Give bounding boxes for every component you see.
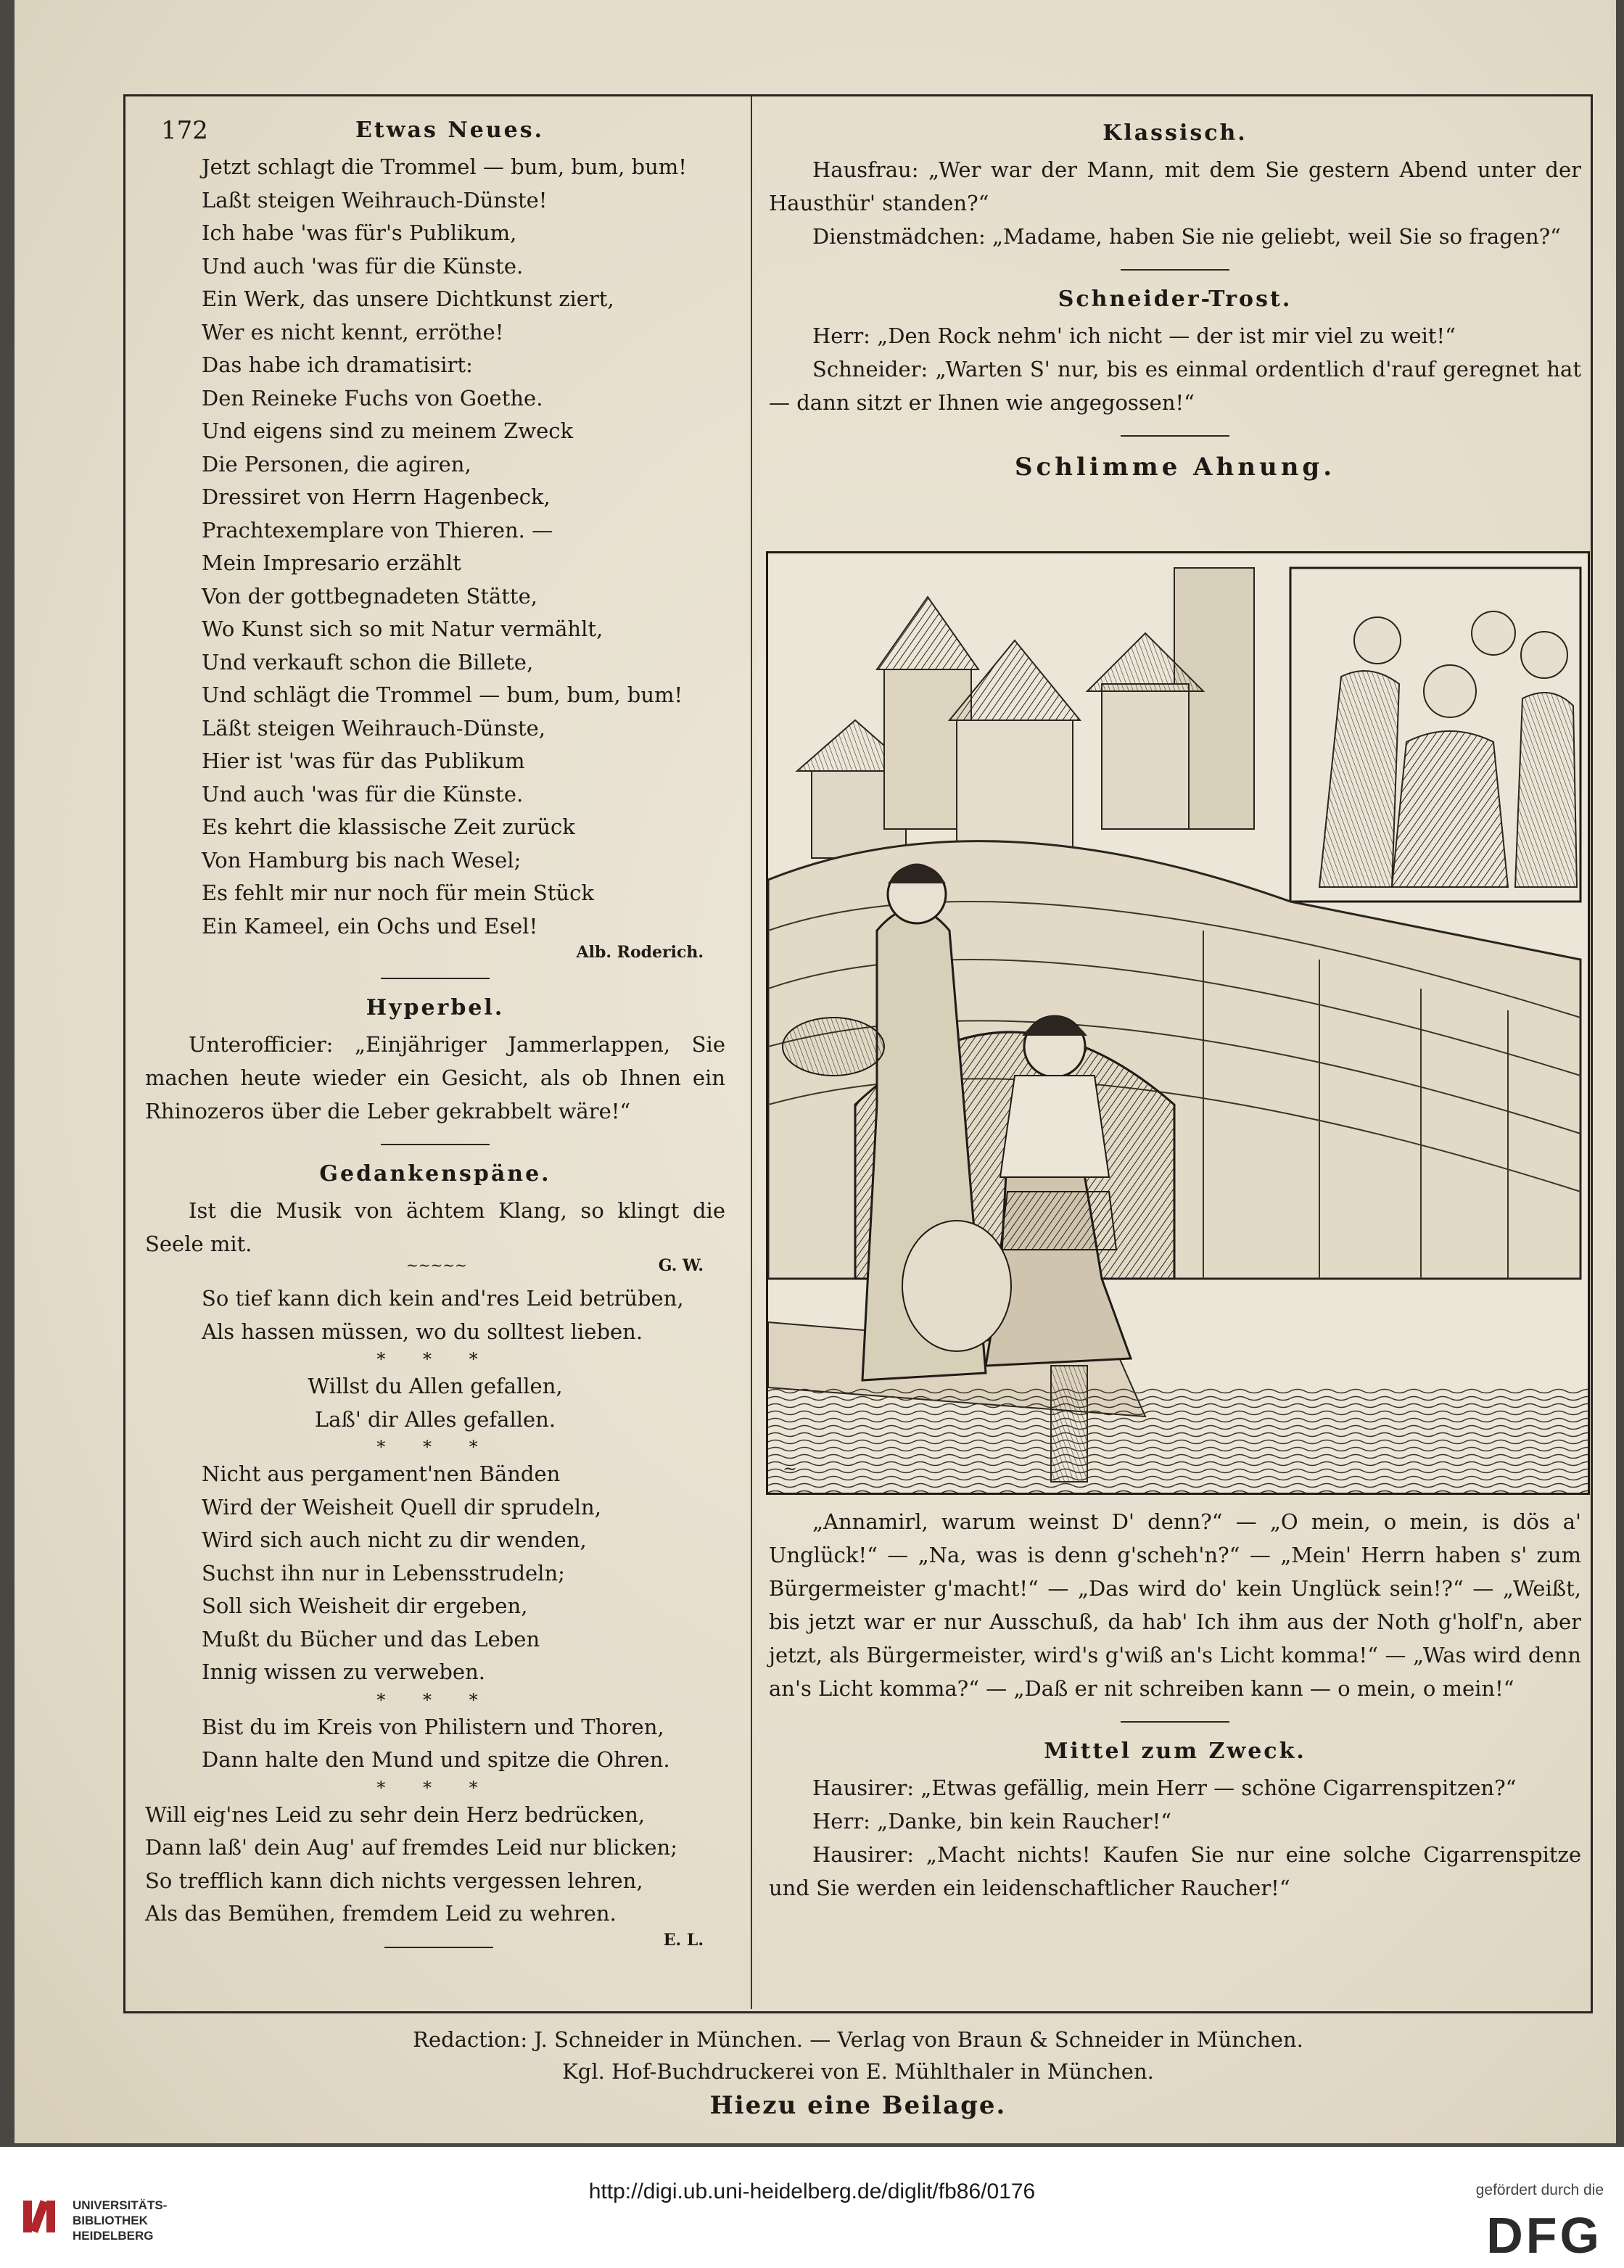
section-rule bbox=[1121, 435, 1229, 437]
dialog-hausfrau: Hausfrau: „Wer war der Mann, mit dem Sie gestern Abend unter der Hausthür' standen?“ bbox=[769, 157, 1581, 215]
poem-line: Und auch 'was für die Künste. bbox=[202, 253, 524, 279]
page-number: 172 bbox=[161, 116, 208, 145]
poem-line: Es fehlt mir nur noch für mein Stück bbox=[202, 881, 594, 905]
imprint-redaction: Redaction: J. Schneider in München. — Verlag von Braun & Schneider in München. bbox=[413, 2027, 1303, 2052]
page-header bbox=[145, 116, 725, 151]
permalink[interactable]: http://digi.ub.uni-heidelberg.de/diglit/fb86/0176 bbox=[588, 2180, 1036, 2203]
illustration-caption: „Annamirl, warum weinst D' denn?“ — „O mein, o mein, is dös a' Unglück!“ — „Na, was is denn g'scheh'n?“ — „Mein' Herrn haben s' zum Bürgermeister g'macht!“ — „Das wird do' kein Unglück sein!?“ — „Weißt, bis jetzt war er nur Ausschuß, da hab' Ich ihm aus der Noth g'holf'n, aber jetzt, als Bürgermeister, wird's g'wiß an's Licht komma!“ — „Was wird denn an's Licht komma?“ — „Daß er nit schreiben kann — o mein, o mein!“ bbox=[769, 1509, 1581, 1701]
poem-line: Wo Kunst sich so mit Natur vermählt, bbox=[202, 617, 603, 641]
dialog-herr-2: Herr: „Danke, bin kein Raucher!“ bbox=[812, 1809, 1172, 1834]
column-divider bbox=[751, 96, 752, 2009]
poem-line: Und auch 'was für die Künste. bbox=[202, 781, 524, 807]
section-rule bbox=[384, 1947, 493, 1948]
verse-line: Bist du im Kreis von Philistern und Thoren, bbox=[202, 1714, 664, 1739]
verse-line: Nicht aus pergament'nen Bänden bbox=[202, 1461, 561, 1486]
heading-schlimme-ahnung: Schlimme Ahnung. bbox=[1014, 453, 1336, 482]
dialog-dienstmaedchen: Dienstmädchen: „Madame, haben Sie nie geliebt, weil Sie so fragen?“ bbox=[812, 224, 1561, 249]
poem-line: Dressiret von Herrn Hagenbeck, bbox=[202, 484, 551, 509]
poem-line: Prachtexemplare von Thieren. — bbox=[202, 517, 553, 543]
couplet-philister bbox=[145, 1711, 725, 1777]
verse-line: Innig wissen zu verweben. bbox=[202, 1659, 485, 1684]
poem-line: Hier ist 'was für das Publikum bbox=[202, 749, 525, 773]
stanza-weisheit bbox=[145, 1458, 725, 1689]
poem-line: Von der gottbegnadeten Stätte, bbox=[202, 583, 537, 609]
verse-line: Als das Bemühen, fremdem Leid zu wehren. bbox=[145, 1901, 617, 1926]
poem-signature: Alb. Roderich. bbox=[576, 943, 704, 962]
poem-line: Und schlägt die Trommel — bum, bum, bum! bbox=[202, 683, 683, 707]
section-rule bbox=[1121, 1721, 1229, 1723]
poem-line: Die Personen, die agiren, bbox=[202, 451, 471, 477]
dialog-schneider: Schneider: „Warten S' nur, bis es einmal ordentlich d'rauf geregnet hat — dann sitzt er Ihnen wie angegossen!“ bbox=[769, 357, 1581, 415]
dfg-logo: DFG bbox=[1486, 2207, 1602, 2264]
verse-line: Wird sich auch nicht zu dir wenden, bbox=[202, 1527, 587, 1552]
funding-note: gefördert durch die bbox=[1475, 2182, 1604, 2198]
poem-line: Jetzt schlagt die Trommel — bum, bum, bum! bbox=[202, 154, 687, 179]
heading-klassisch: Klassisch. bbox=[1102, 120, 1248, 146]
heading-mittel-zum-zweck: Mittel zum Zweck. bbox=[1044, 1739, 1306, 1764]
library-name: UNIVERSITÄTS- BIBLIOTHEK HEIDELBERG bbox=[73, 2198, 168, 2243]
verse-line: So tief kann dich kein and'res Leid betrüben, bbox=[202, 1286, 684, 1311]
verse-line: Wird der Weisheit Quell dir sprudeln, bbox=[202, 1494, 601, 1519]
section-rule bbox=[381, 1144, 490, 1145]
running-title: Etwas Neues. bbox=[355, 117, 545, 143]
poem-line: Wer es nicht kennt, erröthe! bbox=[202, 319, 504, 345]
poem-line: Läßt steigen Weihrauch-Dünste, bbox=[202, 715, 546, 741]
right-column bbox=[769, 116, 1581, 489]
poem-etwas-neues bbox=[145, 151, 725, 943]
library-footer-bar bbox=[0, 2147, 1624, 2268]
ornament-divider: ~~~~~ bbox=[406, 1256, 467, 1274]
illustration-washerwomen-bridge bbox=[766, 551, 1590, 1495]
poem-line: Den Reineke Fuchs von Goethe. bbox=[202, 385, 543, 411]
signature-el: E. L. bbox=[663, 1930, 704, 1950]
poem-line: Laßt steigen Weihrauch-Dünste! bbox=[202, 187, 548, 213]
poem-line: Mein Impresario erzählt bbox=[202, 550, 461, 575]
verse-line: So trefflich kann dich nichts vergessen lehren, bbox=[145, 1868, 643, 1893]
asterism: * * * bbox=[376, 1349, 494, 1369]
poem-line: Ein Werk, das unsere Dichtkunst ziert, bbox=[202, 286, 614, 311]
imprint bbox=[123, 2024, 1593, 2124]
section-rule bbox=[381, 978, 490, 979]
poem-line: Das habe ich dramatisirt: bbox=[202, 352, 473, 377]
signature-gw: G. W. bbox=[658, 1256, 704, 1275]
imprint-supplement: Hiezu eine Beilage. bbox=[709, 2091, 1007, 2120]
stanza-fremdes-leid bbox=[145, 1799, 725, 1931]
dialog-herr: Herr: „Den Rock nehm' ich nicht — der ist mir viel zu weit!“ bbox=[812, 323, 1456, 348]
verse-line: Will eig'nes Leid zu sehr dein Herz bedrücken, bbox=[145, 1802, 646, 1827]
section-rule bbox=[1121, 269, 1229, 271]
heading-schneider-trost: Schneider-Trost. bbox=[1058, 286, 1293, 312]
verse-line: Laß' dir Alles gefallen. bbox=[314, 1406, 556, 1432]
text-hyperbel: Unterofficier: „Einjähriger Jammerlappen, Sie machen heute wieder ein Gesicht, als ob Ihnen ein Rhinozeros über die Leber gekrabbelt wäre!“ bbox=[145, 1032, 725, 1123]
text-musik: Ist die Musik von ächtem Klang, so klingt die Seele mit. bbox=[145, 1198, 725, 1256]
poem-line: Ein Kameel, ein Ochs und Esel! bbox=[202, 913, 538, 939]
verse-line: Dann laß' dein Aug' auf fremdes Leid nur blicken; bbox=[145, 1835, 677, 1860]
verse-line: Als hassen müssen, wo du solltest lieben. bbox=[202, 1319, 643, 1344]
poem-line: Ich habe 'was für's Publikum, bbox=[202, 220, 517, 245]
imprint-printer: Kgl. Hof-Buchdruckerei von E. Mühlthaler in München. bbox=[562, 2059, 1154, 2084]
verse-line: Dann halte den Mund und spitze die Ohren. bbox=[202, 1747, 670, 1772]
svg-text:~: ~ bbox=[783, 1459, 798, 1479]
asterism: * * * bbox=[376, 1437, 494, 1457]
newspaper-page bbox=[15, 0, 1616, 2143]
couplet-gefallen bbox=[145, 1370, 725, 1436]
verse-line: Soll sich Weisheit dir ergeben, bbox=[202, 1593, 528, 1618]
poem-line: Und eigens sind zu meinem Zweck bbox=[202, 418, 574, 443]
caption-block bbox=[769, 1505, 1581, 1905]
heading-hyperbel: Hyperbel. bbox=[366, 995, 505, 1020]
verse-line: Suchst ihn nur in Lebensstrudeln; bbox=[202, 1560, 565, 1585]
verse-line: Willst du Allen gefallen, bbox=[308, 1374, 563, 1398]
dialog-hausirer-1: Hausirer: „Etwas gefällig, mein Herr — schöne Cigarrenspitzen?“ bbox=[812, 1776, 1517, 1800]
poem-line: Es kehrt die klassische Zeit zurück bbox=[202, 815, 575, 839]
asterism: * * * bbox=[376, 1777, 494, 1798]
couplet-leid bbox=[145, 1282, 725, 1348]
dialog-hausirer-2: Hausirer: „Macht nichts! Kaufen Sie nur eine solche Cigarrenspitze und Sie werden ein leidenschaftlicher Raucher!“ bbox=[769, 1842, 1581, 1900]
poem-line: Von Hamburg bis nach Wesel; bbox=[202, 847, 522, 873]
illustration-drawing bbox=[768, 553, 1588, 1493]
heading-gedankenspaene: Gedankenspäne. bbox=[319, 1161, 551, 1187]
verse-line: Mußt du Bücher und das Leben bbox=[202, 1626, 540, 1651]
poem-line: Und verkauft schon die Billete, bbox=[202, 649, 534, 675]
left-column bbox=[145, 116, 725, 1960]
asterism: * * * bbox=[376, 1689, 494, 1710]
